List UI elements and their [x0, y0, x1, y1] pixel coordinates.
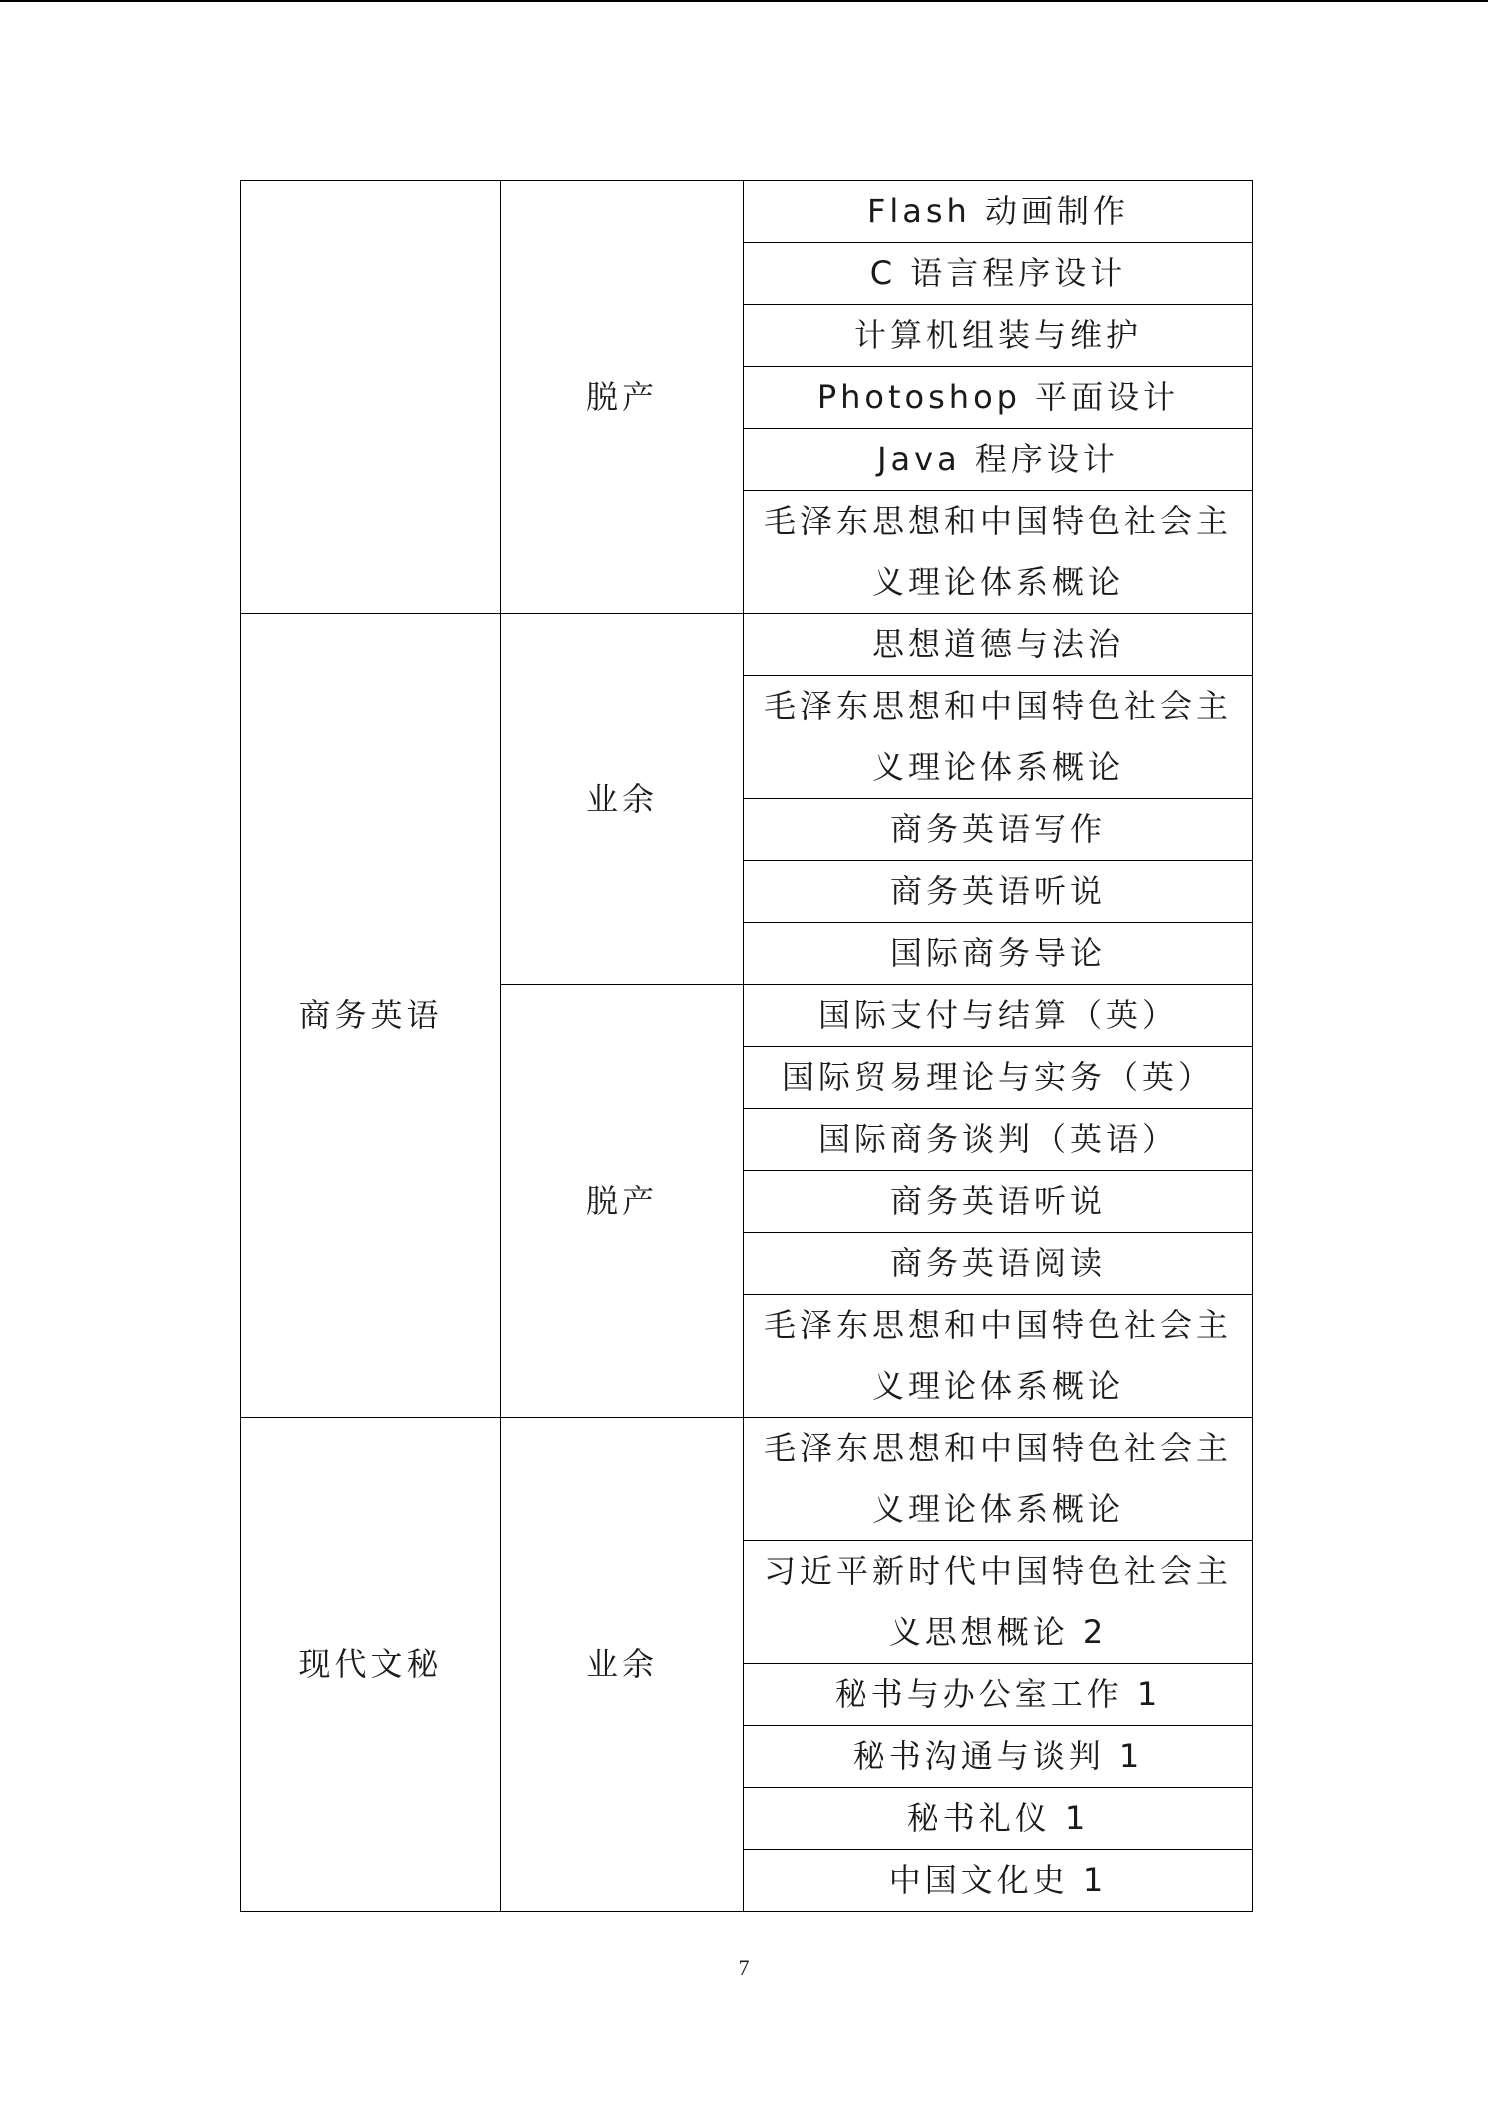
table-row [241, 614, 1253, 676]
major-cell [241, 181, 501, 614]
table-row [241, 181, 1253, 243]
course-cell: 商务英语阅读 [744, 1233, 1253, 1295]
course-cell: 毛泽东思想和中国特色社会主义理论体系概论 [744, 1295, 1253, 1418]
course-cell: 习近平新时代中国特色社会主义思想概论 2 [744, 1541, 1253, 1664]
course-cell: Photoshop 平面设计 [744, 367, 1253, 429]
page-number: 7 [738, 1955, 750, 1980]
major-cell: 现代文秘 [241, 1418, 501, 1912]
major-cell: 商务英语 [241, 614, 501, 1418]
course-cell: 秘书礼仪 1 [744, 1788, 1253, 1850]
course-cell: 国际贸易理论与实务（英） [744, 1047, 1253, 1109]
study-mode-cell: 业余 [501, 614, 744, 985]
course-cell: 计算机组装与维护 [744, 305, 1253, 367]
course-cell: 毛泽东思想和中国特色社会主义理论体系概论 [744, 676, 1253, 799]
study-mode-cell: 脱产 [501, 181, 744, 614]
course-cell: 商务英语写作 [744, 799, 1253, 861]
course-cell: 国际支付与结算（英） [744, 985, 1253, 1047]
course-cell: 毛泽东思想和中国特色社会主义理论体系概论 [744, 491, 1253, 614]
course-cell: 国际商务导论 [744, 923, 1253, 985]
course-cell: 秘书沟通与谈判 1 [744, 1726, 1253, 1788]
course-schedule-table [240, 180, 1253, 1912]
course-cell: 毛泽东思想和中国特色社会主义理论体系概论 [744, 1418, 1253, 1541]
course-cell: 中国文化史 1 [744, 1850, 1253, 1912]
course-cell: 秘书与办公室工作 1 [744, 1664, 1253, 1726]
course-cell: 商务英语听说 [744, 1171, 1253, 1233]
study-mode-cell: 脱产 [501, 985, 744, 1418]
course-cell: 国际商务谈判（英语） [744, 1109, 1253, 1171]
course-cell: 思想道德与法治 [744, 614, 1253, 676]
table-row [241, 1418, 1253, 1541]
page-top-edge [0, 0, 1488, 2]
study-mode-cell: 业余 [501, 1418, 744, 1912]
course-cell: C 语言程序设计 [744, 243, 1253, 305]
course-cell: Java 程序设计 [744, 429, 1253, 491]
course-cell: Flash 动画制作 [744, 181, 1253, 243]
course-cell: 商务英语听说 [744, 861, 1253, 923]
